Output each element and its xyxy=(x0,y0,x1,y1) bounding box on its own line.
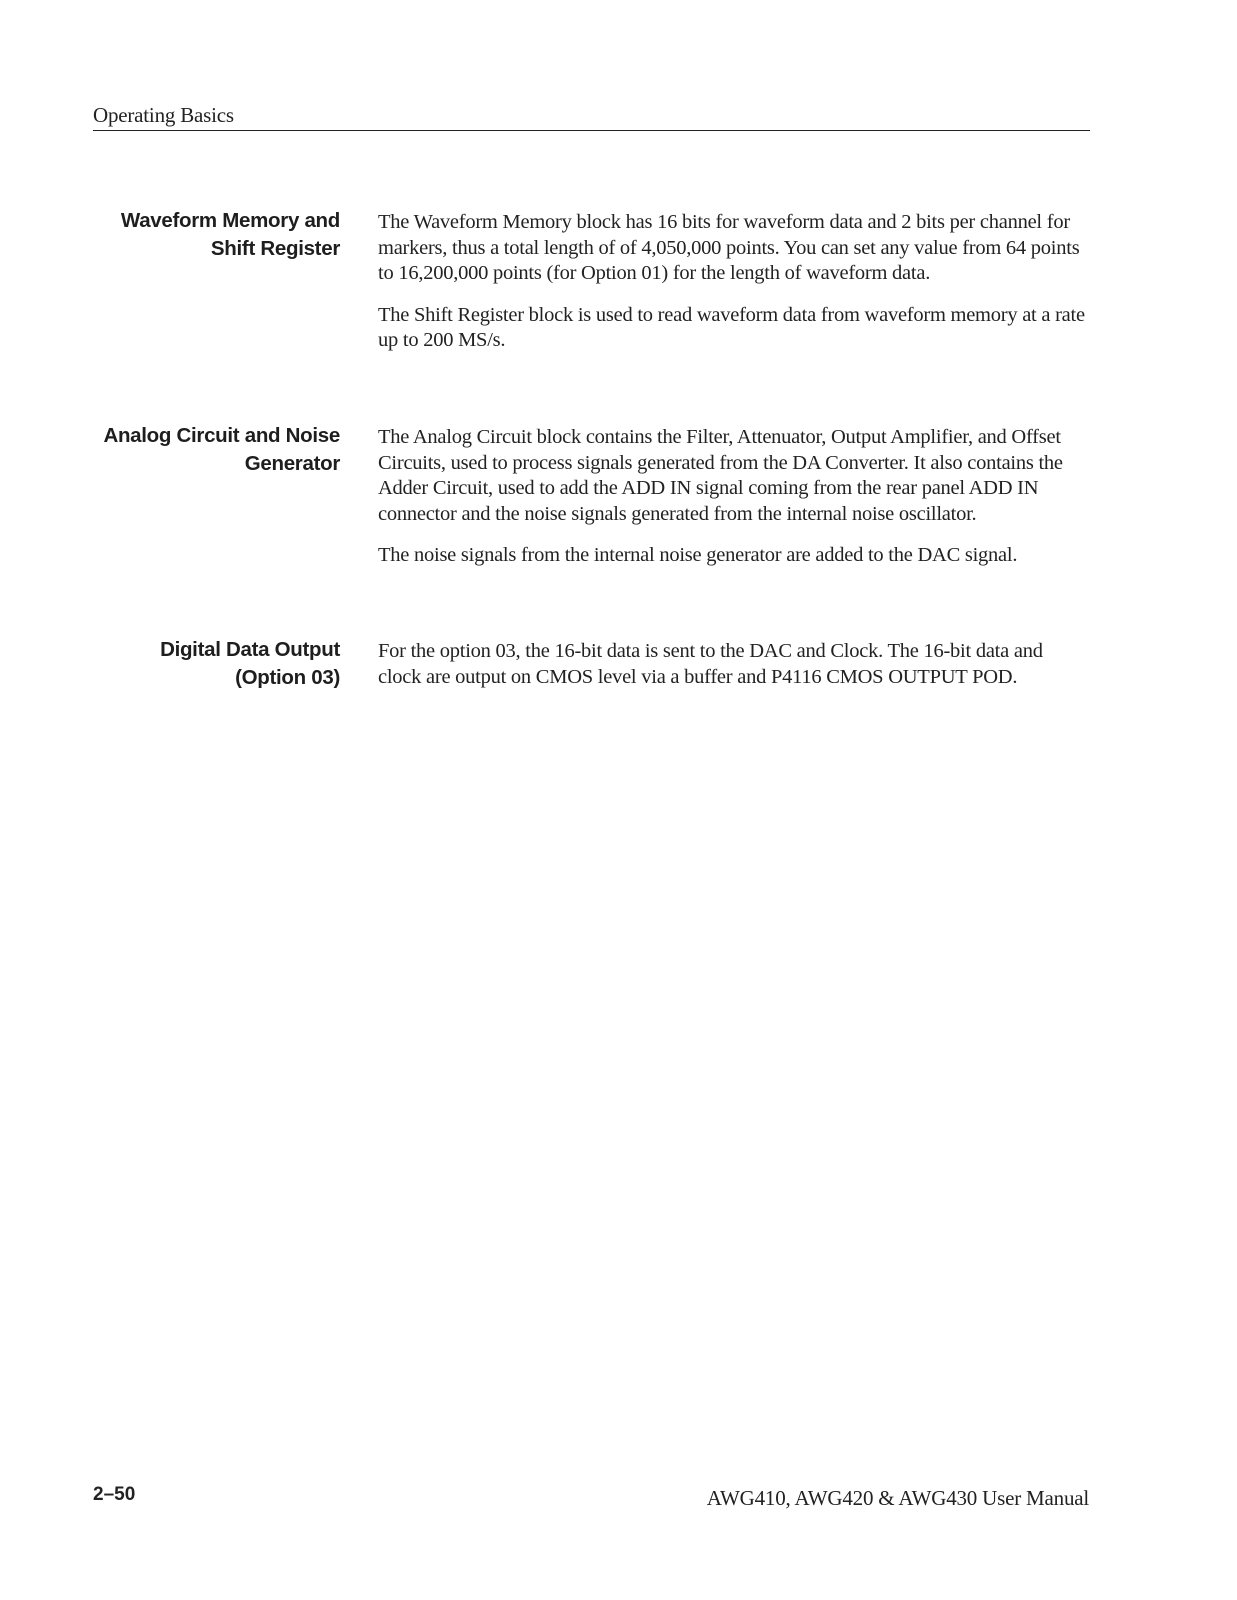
paragraph: The Shift Register block is used to read waveform data from waveform memory at a rate up to 200 MS/s. xyxy=(378,303,1085,352)
header-rule xyxy=(93,130,1090,131)
section-body xyxy=(378,210,1090,370)
paragraph: The Waveform Memory block has 16 bits for waveform data and 2 bits per channel for markers, thus a total length of of 4,050,000 points. You can set any value from 64 points to 16,200,000 points (for Option 01) for the length of waveform data. xyxy=(378,211,1080,285)
section-heading-line: Waveform Memory and xyxy=(120,209,340,232)
section-body xyxy=(378,425,1090,585)
section-heading-line: Generator xyxy=(244,452,340,475)
section-heading-line: Shift Register xyxy=(210,237,340,260)
section-heading-line: (Option 03) xyxy=(235,666,340,689)
section-heading-line: Analog Circuit and Noise xyxy=(103,424,340,447)
manual-title: AWG410, AWG420 & AWG430 User Manual xyxy=(706,1486,1089,1510)
section-heading xyxy=(93,422,340,478)
paragraph: For the option 03, the 16-bit data is sent to the DAC and Clock. The 16-bit data and clock are output on CMOS level via a buffer and P4116 CMOS OUTPUT POD. xyxy=(378,640,1043,688)
section-heading xyxy=(93,207,340,263)
section-heading xyxy=(93,636,340,692)
section-heading-line: Digital Data Output xyxy=(160,638,340,661)
paragraph: The Analog Circuit block contains the Filter, Attenuator, Output Amplifier, and Offset Circuits, used to process signals generated from the DA Converter. It also contains the Adder Circuit, used to add the ADD IN signal coming from the rear panel ADD IN connector and the noise signals generated from the internal noise oscillator. xyxy=(378,426,1063,525)
page-number: 2–50 xyxy=(93,1484,136,1505)
running-header: Operating Basics xyxy=(93,103,234,127)
section-body xyxy=(378,639,1090,706)
paragraph: The noise signals from the internal noise generator are added to the DAC signal. xyxy=(378,544,1018,567)
